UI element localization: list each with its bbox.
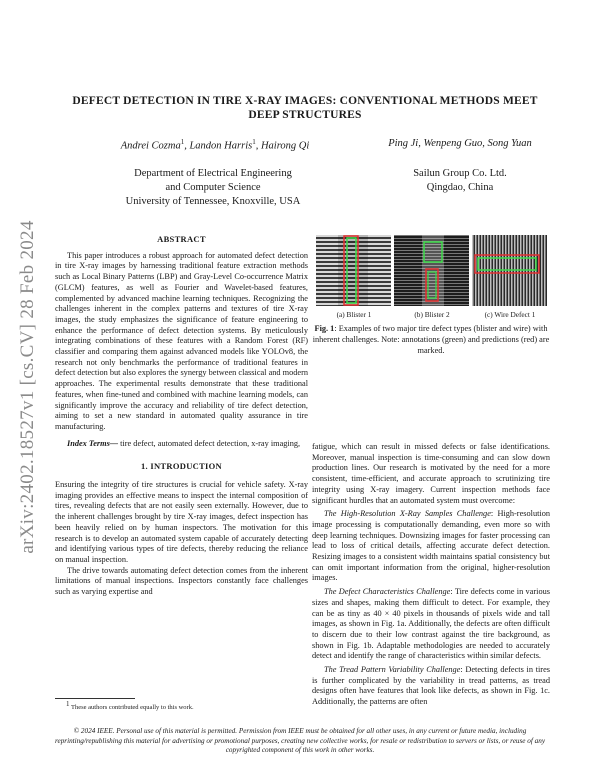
affiliation-line: Department of Electrical Engineering: [134, 168, 292, 179]
abstract-heading: ABSTRACT: [157, 234, 206, 244]
footnote-text: These authors contributed equally to this work.: [71, 704, 194, 712]
author-name: Andrei Cozma: [120, 140, 181, 152]
figure-subcaption-a: (a) Blister 1: [336, 310, 372, 319]
introduction-heading: 1. INTRODUCTION: [140, 461, 222, 472]
challenge-paragraph: [312, 587, 550, 662]
affiliation-line: University of Tennessee, Knoxville, USA: [125, 196, 301, 207]
challenge-paragraph: [312, 665, 550, 708]
challenge-text: : Detecting defects in tires is further complicated by the variability in tread patterns, as tread designs often have features that look like defects, as shown in Fig. 1c. Additionally, the patterns are often: [312, 665, 550, 707]
introduction-paragraph: The drive towards automating defect detection comes from the inherent limitations of manual inspections. Inspectors constantly face challenges such as varying expertise and: [55, 565, 308, 597]
figure-caption: [312, 324, 550, 356]
figure-image-blister-2: [394, 235, 469, 306]
affiliation-right: [345, 167, 575, 195]
challenge-name: The Tread Pattern Variability Challenge: [324, 665, 461, 675]
introduction-paragraph: Ensuring the integrity of tire structures is crucial for vehicle safety. X-ray imaging provides an effective means to inspect the internal composition of tires, revealing defects that are not easily seen externally. However, due to the inherent challenges brought by tire X-ray images, defect inspection has been heavily relied on by human inspectors. The motivation for this research is to develop an automated system capable of accurately detecting and identifying various types of tire defects, thereby reducing the reliance on manual inspection.: [55, 480, 308, 564]
author-mark: 1: [252, 138, 256, 146]
authors-right: Ping Ji, Wenpeng Guo, Song Yuan: [388, 138, 532, 149]
left-column: [55, 234, 308, 598]
footnote-mark: 1: [66, 700, 70, 708]
challenge-name: The High-Resolution X-Ray Samples Challenge: [324, 509, 491, 519]
figure-image-blister-1: [316, 235, 391, 306]
body-paragraph: fatigue, which can result in missed defects or false identifications. Moreover, manual inspection is time-consuming and can slow down production lines. Our research is motivated by the need for a more consistent, time-efficient, and accurate approach to scrutinizing tire integrity using X-ray imagery. Current inspection methods face significant hurdles that an automated system must overcome:: [312, 442, 550, 505]
affiliation-left: [78, 167, 348, 209]
arxiv-identifier: arXiv:2402.18527v1 [cs.CV] 28 Feb 2024: [17, 220, 38, 554]
author-name: Hairong Qi: [260, 140, 310, 152]
footnote-rule: [55, 698, 135, 699]
index-terms-text: tire defect, automated defect detection, x-ray imaging,: [118, 438, 301, 448]
author-mark: 1: [180, 138, 185, 146]
figure-label: Fig. 1: [314, 324, 335, 333]
challenge-text: : High-resolution image processing is computationally demanding, even more so with deep learning techniques. Downsizing images for faster processing can lead to loss of critical details, affecting accurate defect detection. Resizing images to a consistent width maintains spatial consistency but can omit important information from the original, higher-resolution images.: [312, 509, 550, 583]
figure-subcaption-c: (c) Wire Defect 1: [484, 310, 536, 319]
footnote: [66, 700, 306, 711]
figure-image-wire-defect: [472, 235, 547, 306]
challenge-paragraph: [312, 509, 550, 584]
right-column: [312, 442, 550, 708]
author-separator: ,: [184, 140, 190, 152]
affiliation-line: Sailun Group Co. Ltd.: [413, 168, 507, 179]
figure-caption-text: : Examples of two major tire defect types (blister and wire) with inherent challenges. Note: annotations (green) and predictions (red) are marked.: [312, 324, 550, 355]
author-separator: ,: [255, 140, 261, 152]
index-terms: [55, 439, 308, 450]
challenge-text: : Tire defects come in various sizes and shapes, making them difficult to detect. For example, they can be as tiny as 40 × 40 pixels in thousands of pixels wide and tall images, as shown in Fig. 1a. Additionally, the defects are often difficult to discern due to their low contrast against the tire background, as shown in Fig. 1b. Adaptable methodologies are needed to accurately detect and identify the range of characteristics within similar defects.: [312, 587, 550, 661]
abstract-text: This paper introduces a robust approach for automated defect detection in tire X-ray images by harnessing traditional feature extraction methods such as Local Binary Patterns (LBP) and Gray-Level Co-occurrence Matrix (GLCM) features, as well as Fourier and Wavelet-based features, complemented by advanced machine learning techniques. Recognizing the challenges inherent in the complex patterns and textures of tire X-ray images, the study emphasizes the significance of feature engineering to enhance the performance of defect detection systems. By meticulously integrating combinations of these features with a Random Forest (RF) classifier and comparing them against advanced models like YOLOv8, the research not only benchmarks the performance of traditional features in defect detection but also explores the synergy between classical and modern approaches. The experimental results demonstrate that these traditional features, when fine-tuned and combined with machine learning models, can significantly improve the accuracy and reliability of tire defect detection, aiming to set a new standard in automated quality assurance in tire manufacturing.: [55, 250, 308, 431]
copyright-notice: © 2024 IEEE. Personal use of this material is permitted. Permission from IEEE must be obtained for all other uses, in any current or future media, including reprinting/republishing this material for advertising or promotional purposes, creating new collective works, for resale or redistribution to servers or lists, or reuse of any copyrighted component of this work in other works.: [54, 727, 546, 755]
authors-left: [90, 138, 340, 152]
index-terms-label: Index Terms—: [67, 438, 119, 448]
paper-title: DEFECT DETECTION IN TIRE X-RAY IMAGES: CONVENTIONAL METHODS MEET DEEP STRUCTURES: [72, 95, 538, 121]
figure-subcaption-b: (b) Blister 2: [414, 310, 450, 319]
affiliation-line: and Computer Science: [165, 182, 261, 193]
author-name: Landon Harris: [189, 140, 253, 152]
affiliation-line: Qingdao, China: [426, 182, 494, 193]
challenge-name: The Defect Characteristics Challenge: [324, 587, 451, 597]
